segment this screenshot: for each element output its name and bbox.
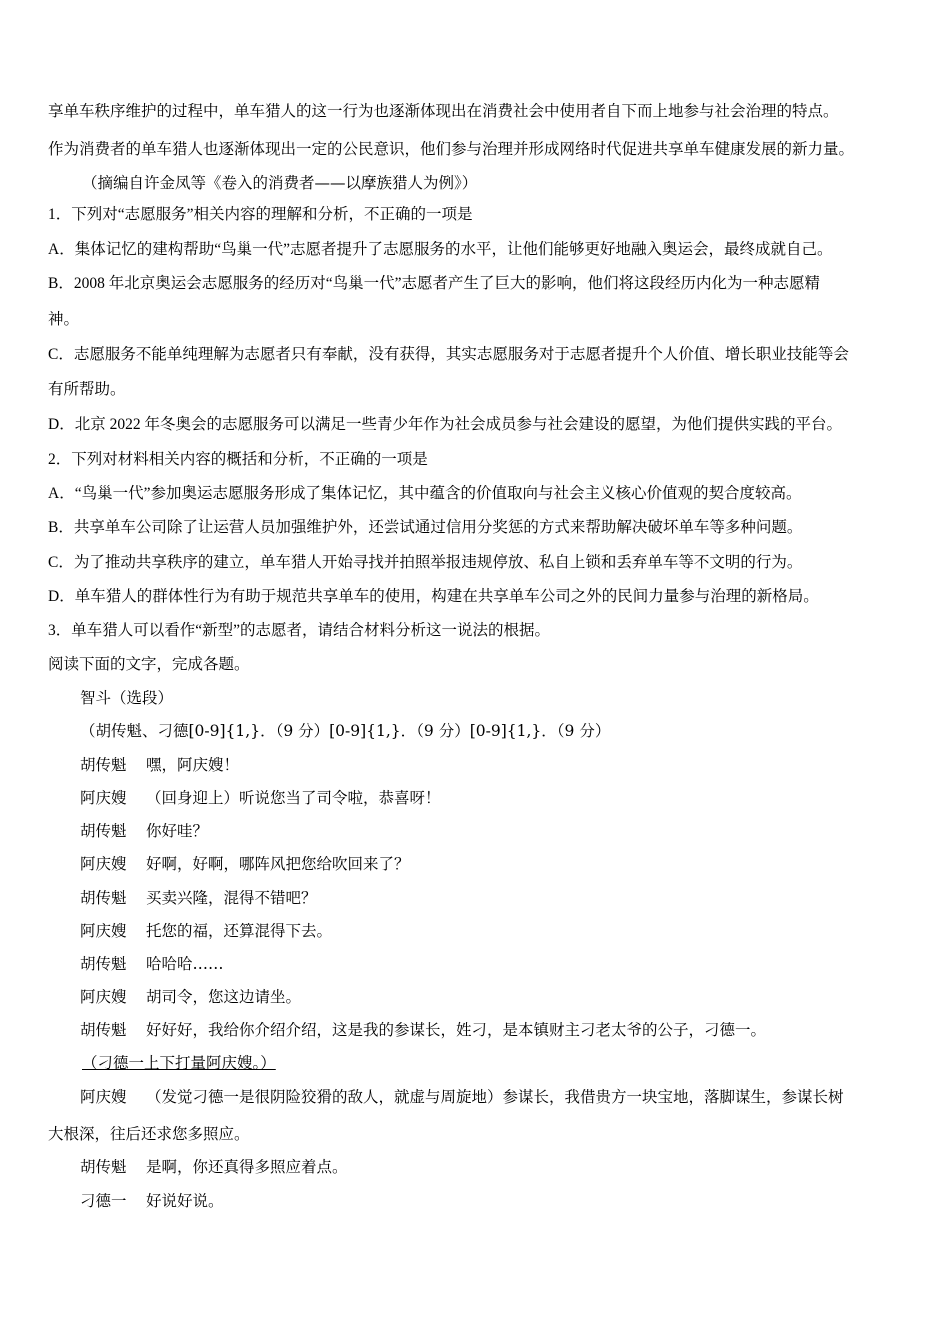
dialogue-line: [80, 1157, 348, 1177]
speaker: 阿庆嫂: [80, 988, 127, 1006]
dialogue-line: [80, 788, 441, 808]
dialogue-line: [80, 987, 301, 1007]
speech: 胡司令，您这边请坐。: [146, 988, 302, 1006]
question-2-option-d: D．单车猎人的群体性行为有助于规范共享单车的使用，构建在共享单车公司之外的民间力量参与治理的新格局。: [48, 588, 819, 605]
speech: 你好哇？: [146, 822, 209, 840]
speech: 好啊，好啊，哪阵风把您给吹回来了？: [146, 855, 410, 873]
speaker: 刁德一: [80, 1192, 127, 1210]
stage-direction: （刁德一上下打量阿庆嫂。）: [82, 1054, 276, 1072]
dialogue-line: [80, 1020, 766, 1040]
speech: 买卖兴隆，混得不错吧？: [146, 889, 317, 907]
script-title: 智斗（选段）: [80, 689, 174, 707]
question-1-option-d: D．北京 2022 年冬奥会的志愿服务可以满足一些青少年作为社会成员参与社会建设的愿望，为他们提供实践的平台。: [48, 416, 842, 433]
speech: 托您的福，还算混得下去。: [146, 922, 333, 940]
dialogue-line: [80, 1191, 224, 1211]
read-prompt: 阅读下面的文字，完成各题。: [48, 656, 250, 673]
speech: 哈哈哈……: [146, 955, 224, 973]
question-2-option-b: B．共享单车公司除了让运营人员加强维护外，还尝试通过信用分奖惩的方式来帮助解决破坏单车等多种问题。: [48, 519, 803, 536]
speaker: 阿庆嫂: [80, 855, 127, 873]
speaker: 阿庆嫂: [80, 922, 127, 940]
dialogue-line: [80, 854, 410, 874]
question-1-option-c: C．志愿服务不能单纯理解为志愿者只有奉献，没有获得，其实志愿服务对于志愿者提升个人价值、增长职业技能等会: [48, 346, 849, 363]
material-line: 享单车秩序维护的过程中，单车猎人的这一行为也逐渐体现出在消费社会中使用者自下而上地参与社会治理的特点。: [48, 102, 839, 120]
dialogue-line-cont: 大根深，往后还求您多照应。: [48, 1125, 250, 1143]
speaker: 胡传魁: [80, 889, 127, 907]
speech: 好说好说。: [146, 1192, 224, 1210]
source-note: （摘编自许金凤等《卷入的消费者——以摩族猎人为例》）: [82, 174, 478, 192]
stage-cast: （胡传魁、刁德[0-9]{1,}．（9 分）[0-9]{1,}．（9 分）[0-9]{1,}．（9 分）: [80, 722, 611, 740]
speaker: 胡传魁: [80, 1021, 127, 1039]
question-1-stem: 1．下列对“志愿服务”相关内容的理解和分析，不正确的一项是: [48, 206, 473, 223]
question-1-option-c-cont: 有所帮助。: [48, 381, 126, 398]
speaker: 胡传魁: [80, 756, 127, 774]
material-line: 作为消费者的单车猎人也逐渐体现出一定的公民意识，他们参与治理并形成网络时代促进共享单车健康发展的新力量。: [48, 140, 855, 158]
speaker: 阿庆嫂: [80, 1088, 127, 1106]
dialogue-line: [80, 755, 239, 775]
speaker: 阿庆嫂: [80, 789, 127, 807]
dialogue-line: [80, 888, 317, 908]
dialogue-line: [80, 1087, 844, 1107]
dialogue-line: [80, 821, 208, 841]
question-2-stem: 2．下列对材料相关内容的概括和分析，不正确的一项是: [48, 451, 428, 468]
speaker: 胡传魁: [80, 1158, 127, 1176]
question-2-option-a: A．“鸟巢一代”参加奥运志愿服务形成了集体记忆，其中蕴含的价值取向与社会主义核心价值观的契合度较高。: [48, 485, 802, 502]
speaker: 胡传魁: [80, 822, 127, 840]
question-3: 3．单车猎人可以看作“新型”的志愿者，请结合材料分析这一说法的根据。: [48, 622, 551, 639]
dialogue-line: [80, 921, 332, 941]
speech: （发觉刁德一是很阴险狡猾的敌人，就虚与周旋地）参谋长，我借贵方一块宝地，落脚谋生，参谋长树: [146, 1088, 844, 1106]
question-2-option-c: C．为了推动共享秩序的建立，单车猎人开始寻找并拍照举报违规停放、私自上锁和丢弃单车等不文明的行为。: [48, 554, 803, 571]
speech: 嘿，阿庆嫂！: [146, 756, 240, 774]
question-1-option-a: A．集体记忆的建构帮助“鸟巢一代”志愿者提升了志愿服务的水平，让他们能够更好地融入奥运会，最终成就自己。: [48, 241, 833, 258]
speech: （回身迎上）听说您当了司令啦，恭喜呀！: [146, 789, 441, 807]
question-1-option-b-cont: 神。: [48, 311, 80, 328]
dialogue-line: [80, 954, 224, 974]
question-1-option-b: B．2008 年北京奥运会志愿服务的经历对“鸟巢一代”志愿者产生了巨大的影响，他们将这段经历内化为一种志愿精: [48, 275, 820, 292]
speech: 是啊，你还真得多照应着点。: [146, 1158, 348, 1176]
speech: 好好好，我给你介绍介绍，这是我的参谋长，姓刁，是本镇财主刁老太爷的公子，刁德一。: [146, 1021, 767, 1039]
speaker: 胡传魁: [80, 955, 127, 973]
